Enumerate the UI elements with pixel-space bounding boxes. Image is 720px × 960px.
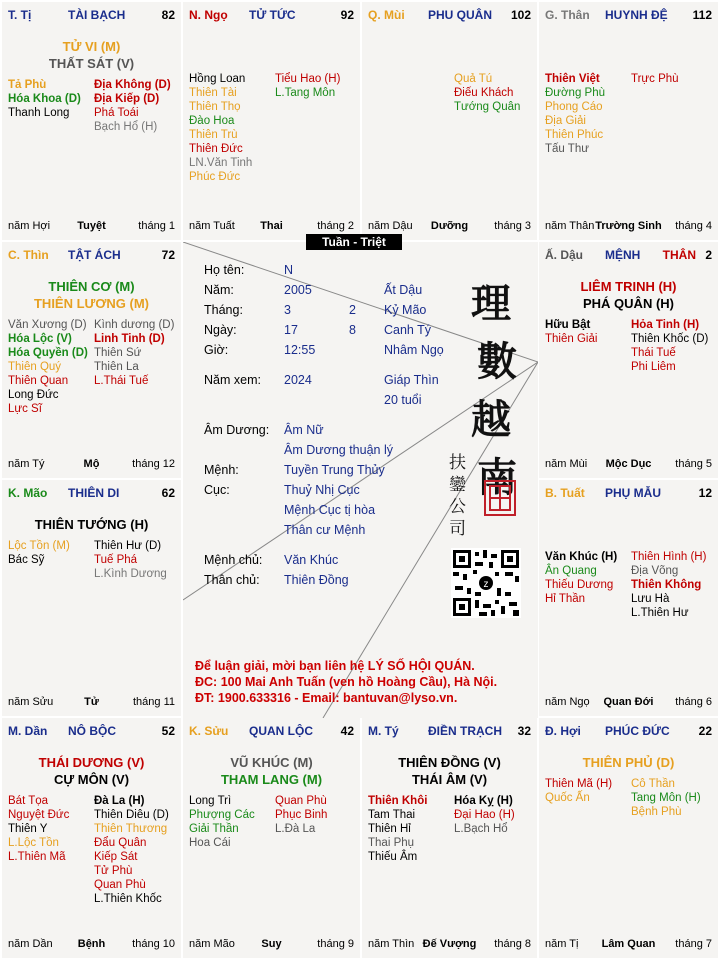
- star: Tả Phù: [8, 79, 47, 91]
- palace-header: [545, 8, 712, 24]
- palace-position: M. Dần: [8, 724, 48, 738]
- star: Thiên Trù: [189, 129, 238, 141]
- palace-suu: [183, 718, 360, 958]
- tuan-triet-badge: Tuần - Triệt: [306, 234, 402, 250]
- star: Đà La (H): [94, 795, 145, 807]
- main-stars: [539, 278, 718, 312]
- trang-sinh: Mộ: [83, 458, 100, 470]
- month-value: 3: [284, 303, 291, 317]
- menh-chu-label: Mệnh chủ:: [204, 553, 263, 567]
- star: Linh Tinh (D): [94, 333, 165, 345]
- star: Phi Liêm: [631, 361, 676, 373]
- palace-year: năm Ngọ: [545, 696, 590, 708]
- palace-mui: [362, 2, 537, 240]
- star: Tam Thai: [368, 809, 416, 821]
- palace-year: năm Thân: [545, 220, 595, 232]
- main-stars: [2, 516, 181, 533]
- palace-name: TỬ TỨC: [249, 8, 296, 22]
- star: L.Thiên Mã: [8, 851, 66, 863]
- star: L.Bạch Hổ: [454, 823, 508, 835]
- palace-header: [545, 248, 712, 264]
- star: Quốc Ấn: [545, 792, 590, 804]
- trang-sinh: Quan Đới: [603, 696, 654, 708]
- palace-header: [545, 486, 712, 502]
- palace-month: tháng 2: [317, 220, 354, 232]
- palace-year: năm Mùi: [545, 458, 588, 470]
- star: Thiên Khốc (D): [631, 333, 709, 345]
- star: Văn Xương (D): [8, 319, 87, 331]
- palace-year: năm Thìn: [368, 938, 415, 950]
- contact-line-1: Để luận giải, mời bạn liên hệ LÝ SỐ HỘI QUÁN.: [195, 659, 475, 673]
- palace-number: 32: [517, 724, 531, 738]
- star: Tử Phù: [94, 865, 133, 877]
- palace-name: PHỤ MẪU: [605, 486, 661, 500]
- right-stars: [631, 777, 701, 819]
- cuc-value: Thuỷ Nhị Cục: [284, 483, 360, 497]
- palace-dan: [2, 718, 181, 958]
- than-chu-label: Thân chủ:: [204, 573, 260, 587]
- palace-position: Ấ. Dậu: [545, 248, 584, 262]
- star: Ân Quang: [545, 565, 597, 577]
- star: L.Lộc Tồn: [8, 837, 59, 849]
- star: Bác Sỹ: [8, 554, 45, 566]
- left-stars: [189, 72, 252, 184]
- star: Thiên Quan: [8, 375, 69, 387]
- palace-position: K. Sửu: [189, 724, 229, 738]
- palace-footer: [189, 220, 354, 234]
- main-star: LIÊM TRINH (H): [580, 279, 677, 294]
- palace-name: MỆNH: [605, 248, 641, 262]
- menh-label: Mệnh:: [204, 463, 239, 477]
- star: Hóa Lộc (V): [8, 333, 72, 345]
- trang-sinh: Tuyệt: [77, 220, 106, 232]
- palace-name: PHU QUÂN: [428, 8, 493, 22]
- right-stars: [631, 318, 708, 374]
- palace-number: 42: [340, 724, 354, 738]
- palace-footer: [189, 938, 354, 952]
- star: Long Trì: [189, 795, 232, 807]
- main-stars: [183, 754, 360, 788]
- trang-sinh: Thai: [260, 220, 283, 232]
- left-stars: [189, 794, 255, 850]
- palace-number: 92: [340, 8, 354, 22]
- palace-mao: [2, 480, 181, 716]
- qr-code-icon: [451, 548, 521, 618]
- palace-position: M. Tý: [368, 724, 399, 738]
- palace-header: [545, 724, 712, 740]
- main-stars: [362, 754, 537, 788]
- star: Quả Tú: [454, 73, 493, 85]
- day-value: 17: [284, 323, 298, 337]
- palace-year: năm Sửu: [8, 696, 54, 708]
- star: Thiên Diêu (D): [94, 809, 169, 821]
- star: Hoa Cái: [189, 837, 231, 849]
- menh-value: Tuyền Trung Thủy: [284, 463, 385, 477]
- left-stars: [8, 539, 70, 567]
- star: L.Đà La: [275, 823, 316, 835]
- star: Phượng Các: [189, 809, 255, 821]
- right-stars: [631, 550, 706, 620]
- palace-header: [189, 724, 354, 740]
- star: Thiên Phúc: [545, 129, 604, 141]
- star: Thiên Tài: [189, 87, 237, 99]
- red-seal-icon: [484, 480, 516, 516]
- palace-name: THIÊN DI: [68, 486, 120, 500]
- view-year-value: 2024: [284, 373, 312, 387]
- svg-text:z: z: [483, 579, 489, 590]
- name-value: N: [284, 263, 294, 277]
- star: Thiên Việt: [545, 73, 600, 85]
- palace-footer: [368, 938, 531, 952]
- right-stars: [275, 72, 340, 100]
- left-stars: [8, 78, 81, 120]
- palace-than: [539, 2, 718, 240]
- star: Hóa Quyền (D): [8, 347, 88, 359]
- month-lunar: 2: [349, 303, 356, 317]
- palace-footer: [8, 938, 175, 952]
- left-stars: [545, 72, 605, 156]
- main-star: THÁI ÂM (V): [411, 772, 488, 787]
- palace-header: [368, 724, 531, 740]
- palace-month: tháng 8: [494, 938, 531, 950]
- main-star: THÁI DƯƠNG (V): [38, 755, 145, 770]
- palace-number: 12: [698, 486, 712, 500]
- palace-position: Đ. Hợi: [545, 724, 581, 738]
- main-stars: [2, 754, 181, 788]
- left-stars: [8, 318, 88, 416]
- palace-year: năm Hợi: [8, 220, 51, 232]
- star: Hồng Loan: [189, 73, 246, 85]
- hour-label: Giờ:: [204, 343, 229, 357]
- right-stars: [454, 794, 515, 836]
- star: Tấu Thư: [545, 143, 589, 155]
- name-label: Họ tên:: [204, 263, 245, 277]
- star: Phong Cáo: [545, 101, 603, 113]
- left-stars: [8, 794, 69, 864]
- main-star: TỬ VI (M): [62, 39, 121, 54]
- star: Tang Môn (H): [631, 792, 701, 804]
- star: Thiếu Âm: [368, 851, 418, 863]
- day-canchi: Canh Tý: [384, 323, 432, 337]
- palace-number: 22: [698, 724, 712, 738]
- palace-year: năm Tuất: [189, 220, 235, 232]
- main-star: THAM LANG (M): [220, 772, 323, 787]
- star: Thiên La: [94, 361, 139, 373]
- star: Văn Khúc (H): [545, 551, 618, 563]
- than-marker: THÂN: [662, 248, 696, 262]
- star: Bệnh Phù: [631, 806, 682, 818]
- palace-dau: [539, 242, 718, 478]
- palace-header: [8, 248, 175, 264]
- palace-month: tháng 5: [675, 458, 712, 470]
- star: Thiên Hình (H): [631, 551, 707, 563]
- main-stars: [2, 278, 181, 312]
- center-info-panel: [183, 242, 538, 718]
- hour-value: 12:55: [284, 343, 316, 357]
- palace-month: tháng 4: [675, 220, 712, 232]
- contact-line-2: ĐC: 100 Mai Anh Tuấn (ven hồ Hoàng Cầu), Hà Nội.: [195, 675, 498, 689]
- left-stars: [368, 794, 427, 864]
- left-stars: [545, 777, 612, 805]
- trang-sinh: Dưỡng: [430, 220, 469, 232]
- star: Lộc Tồn (M): [8, 540, 70, 552]
- hour-canchi: Nhâm Ngọ: [384, 343, 444, 357]
- star: L.Thái Tuế: [94, 375, 149, 387]
- palace-header: [8, 8, 175, 24]
- main-star: CỰ MÔN (V): [53, 772, 130, 787]
- logo-char-2: 數: [477, 338, 517, 385]
- star: Tuế Phá: [94, 554, 138, 566]
- palace-year: năm Tị: [545, 938, 579, 950]
- palace-position: Q. Mùi: [368, 8, 405, 22]
- star: Địa Võng: [631, 565, 679, 577]
- right-stars: [631, 72, 679, 86]
- main-stars: [539, 754, 718, 771]
- logo-char-3: 越: [471, 396, 511, 443]
- star: Thanh Long: [8, 107, 70, 119]
- star: Thiên Hư (D): [94, 540, 162, 552]
- star: Hóa Khoa (D): [8, 93, 81, 105]
- star: Trực Phù: [631, 73, 679, 85]
- palace-year: năm Dậu: [368, 220, 413, 232]
- star: Thiên Khôi: [368, 795, 428, 807]
- palace-position: K. Mão: [8, 486, 48, 500]
- star: Hỉ Thần: [545, 593, 586, 605]
- star: Bạch Hổ (H): [94, 121, 158, 133]
- star: Phá Toái: [94, 107, 139, 119]
- star: Kiếp Sát: [94, 851, 138, 863]
- palace-position: B. Tuất: [545, 486, 585, 500]
- palace-ty: [362, 718, 537, 958]
- left-stars: [545, 550, 617, 606]
- star: Cô Thần: [631, 778, 675, 790]
- palace-year: năm Dần: [8, 938, 53, 950]
- star: Thiên Y: [8, 823, 48, 835]
- palace-header: [189, 8, 354, 24]
- than-cu-note: Thân cư Mệnh: [284, 523, 366, 537]
- month-label: Tháng:: [204, 303, 243, 317]
- right-stars: [94, 794, 169, 906]
- side-char-3: 公: [449, 497, 466, 517]
- star: Thiên Đức: [189, 143, 243, 155]
- left-stars: [545, 318, 597, 346]
- palace-footer: [545, 220, 712, 234]
- view-year-label: Năm xem:: [204, 373, 261, 387]
- star: Thiên Sứ: [94, 347, 142, 359]
- age-value: 20 tuổi: [384, 393, 422, 407]
- logo-char-4: 南: [477, 454, 517, 501]
- palace-year: năm Mão: [189, 938, 235, 950]
- star: L.Tang Môn: [275, 87, 336, 99]
- main-star: THIÊN TƯỚNG (H): [34, 517, 149, 532]
- palace-position: T. Tị: [8, 8, 32, 22]
- main-star: THIÊN LƯƠNG (M): [33, 296, 150, 311]
- cuc-label: Cục:: [204, 483, 230, 497]
- palace-month: tháng 9: [317, 938, 354, 950]
- side-char-4: 司: [449, 519, 466, 539]
- logo-char-1: 理: [471, 280, 511, 327]
- view-year-canchi: Giáp Thìn: [384, 373, 439, 387]
- amduong-note: Âm Dương thuận lý: [284, 443, 393, 457]
- palace-ti: [2, 2, 181, 240]
- star: Long Đức: [8, 389, 59, 401]
- star: Phục Binh: [275, 809, 328, 821]
- palace-footer: [545, 938, 712, 952]
- trang-sinh: Suy: [261, 938, 282, 950]
- right-stars: [275, 794, 327, 836]
- palace-month: tháng 11: [132, 696, 175, 708]
- year-value: 2005: [284, 283, 312, 297]
- palace-name: TẬT ÁCH: [68, 248, 121, 262]
- palace-month: tháng 1: [138, 220, 175, 232]
- star: Đẩu Quân: [94, 837, 147, 849]
- palace-name: NÔ BỘC: [68, 724, 116, 738]
- year-label: Năm:: [204, 283, 234, 297]
- contact-line-3: ĐT: 1900.633316 - Email: bantuvan@lyso.vn.: [195, 691, 458, 705]
- than-chu-value: Thiên Đồng: [284, 573, 349, 587]
- palace-header: [8, 486, 175, 502]
- side-char-1: 扶: [449, 453, 466, 473]
- palace-name: QUAN LỘC: [249, 724, 313, 738]
- trang-sinh: Tử: [84, 696, 99, 708]
- main-star: PHÁ QUÂN (H): [583, 296, 674, 311]
- star: Thiên Thương: [94, 823, 168, 835]
- star: Thai Phụ: [368, 837, 415, 849]
- palace-position: C. Thìn: [8, 248, 49, 262]
- star: Địa Kiếp (D): [94, 93, 160, 105]
- month-canchi: Kỷ Mão: [384, 303, 427, 317]
- palace-footer: [545, 458, 712, 472]
- palace-month: tháng 6: [675, 696, 712, 708]
- star: Thiếu Dương: [545, 579, 614, 591]
- palace-name: TÀI BẠCH: [68, 8, 126, 22]
- palace-tuat: [539, 480, 718, 716]
- palace-month: tháng 10: [132, 938, 175, 950]
- palace-footer: [368, 220, 531, 234]
- palace-name: ĐIỀN TRẠCH: [428, 724, 502, 738]
- star: Nguyệt Đức: [8, 809, 70, 821]
- amduong-label: Âm Dương:: [204, 423, 270, 437]
- palace-number: 2: [705, 248, 712, 262]
- palace-month: tháng 7: [675, 938, 712, 950]
- palace-name: HUYNH ĐỆ: [605, 8, 668, 22]
- amduong-value: Âm Nữ: [284, 423, 324, 437]
- main-star: VŨ KHÚC (M): [230, 755, 313, 770]
- palace-position: N. Ngọ: [189, 8, 228, 22]
- palace-position: G. Thân: [545, 8, 590, 22]
- palace-number: 52: [161, 724, 175, 738]
- star: Hóa Kỵ (H): [454, 795, 513, 807]
- right-stars: [94, 539, 167, 581]
- trang-sinh: Mộc Dục: [605, 458, 652, 470]
- star: Thiên Giải: [545, 333, 598, 345]
- palace-number: 82: [161, 8, 175, 22]
- palace-footer: [545, 696, 712, 710]
- main-star: THẤT SÁT (V): [48, 56, 135, 71]
- palace-footer: [8, 696, 175, 710]
- day-lunar: 8: [349, 323, 356, 337]
- main-star: THIÊN ĐỒNG (V): [398, 755, 501, 770]
- star: Thiên Hỉ: [368, 823, 411, 835]
- star: Thái Tuế: [631, 347, 676, 359]
- day-label: Ngày:: [204, 323, 237, 337]
- main-star: THIÊN PHỦ (D): [582, 755, 675, 770]
- star: Tướng Quân: [454, 101, 521, 113]
- star: Địa Không (D): [94, 79, 171, 91]
- trang-sinh: Trường Sinh: [595, 220, 662, 232]
- year-canchi: Ất Dậu: [384, 283, 423, 297]
- star: L.Kình Dương: [94, 568, 167, 580]
- star: Thiên Quý: [8, 361, 62, 373]
- star: Đào Hoa: [189, 115, 235, 127]
- cuc-note: Mệnh Cục tị hòa: [284, 503, 376, 517]
- palace-number: 102: [510, 8, 531, 22]
- star: Địa Giải: [545, 115, 586, 127]
- star: Đường Phù: [545, 87, 605, 99]
- star: Thiên Thọ: [189, 101, 241, 113]
- main-star: THIÊN CƠ (M): [48, 279, 135, 294]
- star: Bát Tọa: [8, 795, 49, 807]
- star: Lưu Hà: [631, 593, 670, 605]
- palace-number: 62: [161, 486, 175, 500]
- right-stars: [94, 78, 171, 134]
- palace-name: PHÚC ĐỨC: [605, 724, 670, 738]
- palace-month: tháng 3: [494, 220, 531, 232]
- trang-sinh: Đế Vượng: [422, 938, 477, 950]
- main-stars: [2, 38, 181, 72]
- star: Hữu Bật: [545, 319, 591, 331]
- trang-sinh: Lâm Quan: [601, 938, 656, 950]
- star: Lực Sĩ: [8, 403, 42, 415]
- star: L.Thiên Hư: [631, 607, 689, 619]
- star: Hỏa Tinh (H): [631, 319, 700, 331]
- star: Tiểu Hao (H): [275, 73, 341, 85]
- star: LN.Văn Tinh: [189, 157, 253, 169]
- palace-hoi: [539, 718, 718, 958]
- right-stars: [94, 318, 174, 388]
- palace-ngo: [183, 2, 360, 240]
- palace-thin: [2, 242, 181, 478]
- star: L.Thiên Khốc: [94, 893, 162, 905]
- star: Quan Phù: [275, 795, 327, 807]
- star: Quan Phù: [94, 879, 146, 891]
- palace-header: [8, 724, 175, 740]
- star: Kình dương (D): [94, 319, 175, 331]
- star: Phúc Đức: [189, 171, 241, 183]
- palace-header: [368, 8, 531, 24]
- palace-year: năm Tý: [8, 458, 45, 470]
- palace-month: tháng 12: [132, 458, 175, 470]
- trang-sinh: Bệnh: [77, 938, 106, 950]
- side-char-2: 鑾: [449, 475, 466, 495]
- star: Điếu Khách: [454, 87, 514, 99]
- palace-footer: [8, 458, 175, 472]
- palace-number: 112: [692, 8, 712, 22]
- right-stars: [454, 72, 520, 114]
- palace-number: 72: [161, 248, 175, 262]
- star: Thiên Không: [631, 579, 702, 591]
- star: Thiên Mã (H): [545, 778, 613, 790]
- menh-chu-value: Văn Khúc: [284, 553, 339, 567]
- star: Đại Hao (H): [454, 809, 515, 821]
- star: Giải Thần: [189, 823, 239, 835]
- palace-footer: [8, 220, 175, 234]
